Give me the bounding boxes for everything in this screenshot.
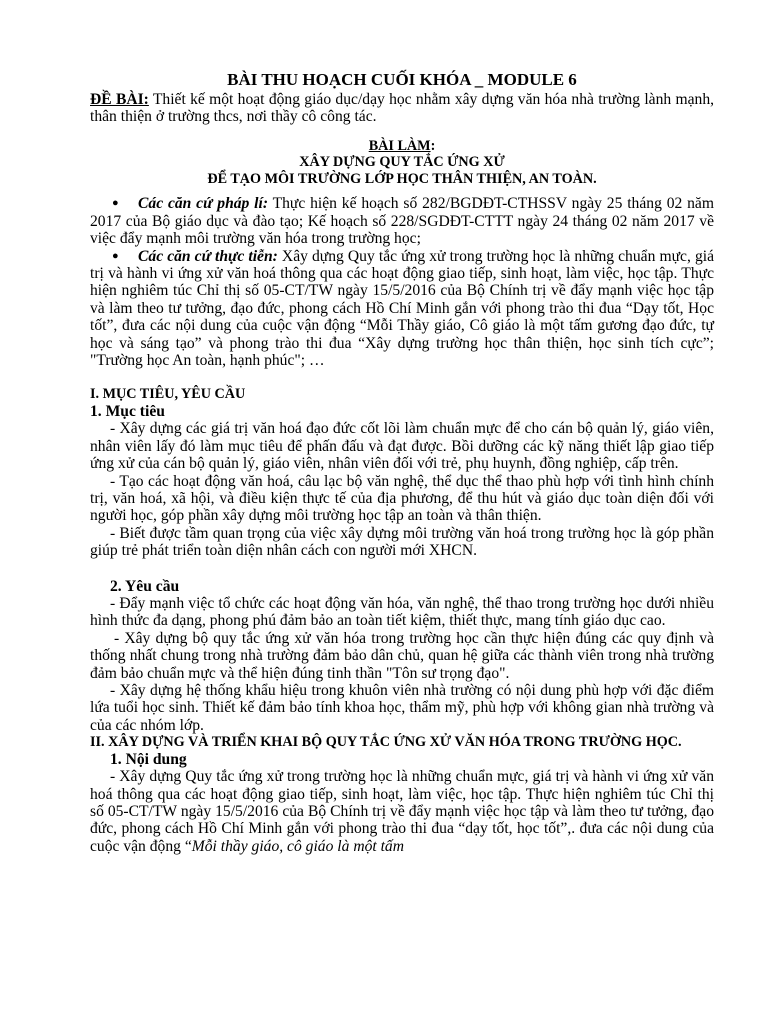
bullet-icon: ● xyxy=(112,197,119,210)
requirement-paragraph: - Xây dựng bộ quy tắc ứng xử văn hóa trong trường học cần thực hiện đúng các quy định và thống nhất chung trong nhà trường đảm bảo dân chủ, quan hệ giữa các thành viên trong nhà trường đảm bảo chuẩn mực và thể hiện đúng tinh thần "Tôn sư trọng đạo". xyxy=(90,629,714,682)
section-2-heading: II. XÂY DỰNG VÀ TRIỂN KHAI BỘ QUY TẮC ỨNG XỬ VĂN HÓA TRONG TRƯỜNG HỌC. xyxy=(90,734,682,751)
legal-basis-item xyxy=(90,195,714,247)
bullet-icon: ● xyxy=(112,249,119,262)
legal-basis-text: Thực hiện kế hoạch số 282/BGDĐT-CTHSSV ngày 25 tháng 02 năm 2017 của Bộ giáo dục và đào tạo; Kế hoạch số 228/SGDĐT-CTTT ngày 24 tháng 02 năm 2017 về việc đẩy mạnh môi trường văn hóa trong trường học; xyxy=(90,195,714,248)
content-paragraph xyxy=(90,768,714,855)
document-title: BÀI THU HOẠCH CUỐI KHÓA _ MODULE 6 xyxy=(227,70,577,89)
essay-heading-1: XÂY DỰNG QUY TẮC ỨNG XỬ xyxy=(299,154,505,171)
practical-basis-text: Xây dựng Quy tắc ứng xử trong trường học là những chuẩn mực, giá trị và hành vi ứng xử văn hoá thông qua các hoạt động giao tiếp, sinh hoạt, làm việc, học tập. Thực hiện nghiêm túc Chỉ thị số 05-CT/TW ngày 15/5/2016 của Bộ Chính trị về đẩy mạnh việc học tập và làm theo tư tưởng, đạo đức, phong cách Hồ Chí Minh gắn với phong trào thi đua “Dạy tốt, Học tốt”, đưa các nội dung của cuộc vận động “Mỗi Thầy giáo, Cô giáo là một tấm gương đạo đức, tự học và sáng tạo” và phong trào thi đua “Xây dựng trường học thân thiện, học sinh tích cực”; "Trường học An toàn, hạnh phúc"; … xyxy=(90,247,714,369)
requirement-paragraph: - Xây dựng hệ thống khẩu hiệu trong khuôn viên nhà trường có nội dung phù hợp với đặc điểm lứa tuổi học sinh. Thiết kế đảm bảo tính khoa học, thẩm mỹ, phù hợp với không gian nhà trường và của các nhóm lớp. xyxy=(90,681,714,734)
content-subheading: 1. Nội dung xyxy=(110,750,187,768)
document-page xyxy=(90,70,714,855)
requirements-subheading: 2. Yêu cầu xyxy=(110,577,180,595)
section-1-heading: I. MỤC TIÊU, YÊU CẦU xyxy=(90,386,246,403)
content-text: - Xây dựng Quy tắc ứng xử trong trường học là những chuẩn mực, giá trị và hành vi ứng xử văn hoá thông qua các hoạt động giao tiếp, sinh hoạt, làm việc, học tập. Thực hiện nghiêm túc Chỉ thị số 05-CT/TW ngày 15/5/2016 của Bộ Chính trị về đẩy mạnh việc học tập và làm theo tư tưởng, đạo đức, phong cách Hồ Chí Minh gắn với phong trào thi đua “dạy tốt, học tốt”,. đưa các nội dung của cuộc vận động “ xyxy=(90,768,714,855)
essay-heading-2: ĐỂ TẠO MÔI TRƯỜNG LỚP HỌC THÂN THIỆN, AN TOÀN. xyxy=(207,170,597,187)
de-bai-label: ĐỀ BÀI: xyxy=(90,91,149,108)
assignment-statement xyxy=(90,91,714,126)
de-bai-text: Thiết kế một hoạt động giáo dục/dạy học nhằm xây dựng văn hóa nhà trường lành mạnh, thân thiện ở trường thcs, nơi thầy cô công tác. xyxy=(90,91,715,126)
objectives-subheading: 1. Mục tiêu xyxy=(90,402,165,420)
requirement-paragraph: - Đẩy mạnh việc tổ chức các hoạt động văn hóa, văn nghệ, thể thao trong trường học dưới nhiều hình thức đa dạng, phong phú đảm bảo an toàn tiết kiệm, thiết thực, mang tính giáo dục cao. xyxy=(90,594,714,630)
practical-basis-label: Các căn cứ thực tiễn: xyxy=(138,247,278,265)
objective-paragraph: - Xây dựng các giá trị văn hoá đạo đức cốt lõi làm chuẩn mực để cho cán bộ quản lý, giáo viên, nhân viên lấy đó làm mục tiêu để phấn đấu và đạt được. Bồi dưỡng các kỹ năng thiết lập giao tiếp ứng xử của cán bộ quản lý, giáo viên, nhân viên đối với trẻ, phụ huynh, đồng nghiệp, cấp trên. xyxy=(90,420,714,473)
legal-basis-label: Các căn cứ pháp lí: xyxy=(138,195,269,213)
practical-basis-item xyxy=(90,248,714,370)
bai-lam-label: BÀI LÀM: xyxy=(368,137,436,154)
objective-paragraph: - Tạo các hoạt động văn hoá, câu lạc bộ văn nghệ, thể dục thể thao phù hợp với tình hình chính trị, văn hoá, xã hội, và điều kiện thực tế của địa phương, để thu hút và giáo dục toàn diện đối với người học, góp phần xây dựng môi trường học tập an toàn và thân thiện. xyxy=(90,472,714,525)
objective-paragraph: - Biết được tầm quan trọng của việc xây dựng môi trường văn hoá trong trường học là góp phần giúp trẻ phát triển toàn diện nhân cách con người mới XHCN. xyxy=(90,524,714,560)
content-italic-text: Mỗi thầy giáo, cô giáo là một tấm xyxy=(191,837,404,855)
